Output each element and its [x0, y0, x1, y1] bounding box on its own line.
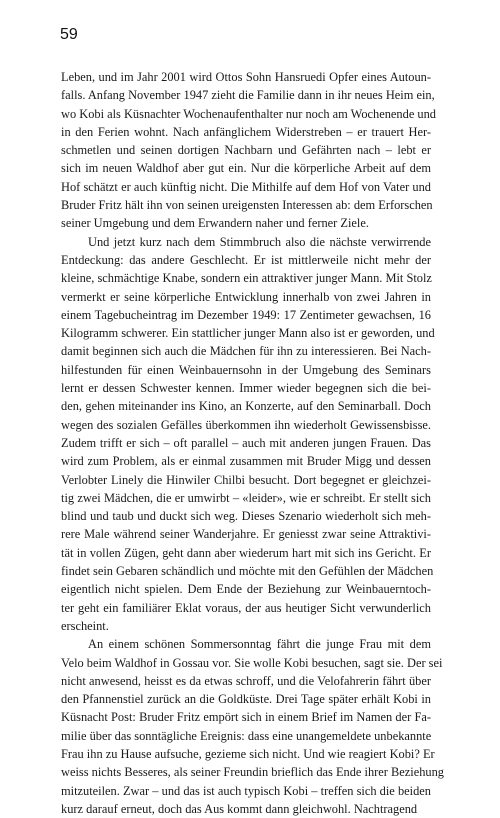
text-line: sich im neuen Waldhof aber gut ein. Nur die körperliche Arbeit auf dem	[61, 161, 431, 176]
text-line: wegen des sozialen Gefälles überkommen ihn wiederholt Gewissensbisse.	[61, 417, 431, 432]
text-line: schmetlen und seinen dortigen Nachbarn und Gefährten nach – lebt er	[61, 143, 431, 158]
text-line: eigentlich nicht spielen. Dem Ende der Beziehung zur Weinbauerntoch-	[61, 582, 431, 597]
text-line: milie über das sonntägliche Ereignis: dass eine unangemeldete unbekannte	[61, 728, 432, 743]
text-line: in den Ferien wohnt. Nach anfänglichem Widerstreben – er trauert Her-	[61, 124, 431, 139]
text-line: ter geht ein familiärer Eklat voraus, der aus heutiger Sicht verwunderlich	[61, 600, 431, 615]
text-line: kurz darauf erneut, doch das Aus kommt dann gleichwohl. Nachtragend	[61, 801, 418, 816]
text-line: Zudem trifft er sich – oft parallel – auch mit anderen jungen Frauen. Das	[61, 435, 431, 450]
text-line: Velo beim Waldhof in Gossau vor. Sie wolle Kobi besuchen, sagt sie. Der sei	[61, 655, 443, 670]
text-line: erscheint.	[61, 618, 109, 633]
text-line: wo Kobi als Küsnachter Wochenaufenthalter nur noch am Wochenende und	[61, 106, 436, 121]
text-line: tig zwei Mädchen, die er umwirbt – «leider», wie er schreibt. Er stellt sich	[61, 490, 431, 505]
text-line: mitzuteilen. Zwar – und das ist auch typisch Kobi – treffen sich die beiden	[61, 783, 431, 798]
text-line: Und jetzt kurz nach dem Stimmbruch also die nächste verwirrende	[88, 234, 431, 249]
paragraph	[61, 635, 444, 818]
text-line: vermerkt er seine körperliche Entwicklung innerhalb von zwei Jahren in	[61, 289, 431, 304]
text-line: den Pfannenstiel zurück an die Goldküste. Drei Tage später erhält Kobi in	[61, 692, 431, 707]
text-line: tät in vollen Zügen, geht dann aber wiederum hart mit sich ins Gericht. Er	[61, 545, 431, 560]
text-line: lernt er dessen Schwester kennen. Immer wieder begegnen sich die bei-	[61, 381, 431, 396]
text-line: damit beginnen sich auch die Mädchen für ihn zu interessieren. Bei Nach-	[61, 344, 431, 359]
text-line: Kilogramm schwerer. Ein stattlicher junger Mann also ist er geworden, und	[61, 326, 435, 341]
text-line: Entdeckung: das andere Geschlecht. Er ist mittlerweile nicht mehr der	[61, 252, 431, 267]
paragraph	[61, 233, 435, 636]
text-line: Frau ihn zu Hause aufsuche, gezieme sich nicht. Und wie reagiert Kobi? Er	[61, 746, 435, 761]
text-line: Bruder Fritz hält ihn von seinen ureigensten Interessen ab: dem Erforschen	[61, 198, 433, 213]
page-number: 59	[60, 26, 78, 43]
text-line: Küsnacht Post: Bruder Fritz empört sich in einem Brief im Namen der Fa-	[61, 710, 431, 725]
text-line: findet sein Gebaren schändlich und möchte mit den Gefühlen der Mädchen	[61, 564, 434, 579]
text-line: wird zum Problem, als er einmal zusammen mit Bruder Migg und dessen	[61, 454, 431, 469]
text-line: hilfestunden für einen Weinbauernsohn in der Umgebung des Seminars	[61, 362, 431, 377]
text-line: blind und taub und duckt sich weg. Dieses Szenario wiederholt sich meh-	[61, 509, 431, 524]
text-line: rere Male während seiner Wanderjahre. Er geniesst zwar seine Attraktivi-	[61, 527, 431, 542]
text-line: seiner Umgebung und dem Erwandern naher und ferner Ziele.	[61, 216, 369, 231]
text-line: Leben, und im Jahr 2001 wird Ottos Sohn Hansruedi Opfer eines Autoun-	[61, 70, 431, 84]
text-line: kleine, schmächtige Knabe, sondern ein attraktiver junger Mann. Mit Stolz	[61, 271, 432, 286]
text-line: An einem schönen Sommersonntag fährt die junge Frau mit dem	[88, 637, 431, 652]
body-text	[61, 68, 444, 818]
text-line: einem Tagebucheintrag im Dezember 1949: 17 Zentimeter gewachsen, 16	[61, 307, 431, 322]
text-line: nicht anwesend, heisst es da etwas schroff, und die Velofahrerin fährt über	[61, 673, 431, 688]
paragraph	[61, 68, 436, 233]
text-line: falls. Anfang November 1947 zieht die Familie dann in ihr neues Heim ein,	[61, 88, 435, 103]
text-line: Verlobter Linely die Hinwiler Chilbi besucht. Dort begegnet er gleichzei-	[61, 472, 431, 487]
text-line: den, gehen miteinander ins Kino, an Konzerte, auf den Seminarball. Doch	[61, 399, 431, 414]
text-line: Hof schätzt er auch künftig nicht. Die Mithilfe auf dem Hof von Vater und	[61, 179, 431, 194]
text-line: weiss nichts Besseres, als seiner Freundin brieflich das Ende ihrer Beziehung	[61, 765, 444, 780]
